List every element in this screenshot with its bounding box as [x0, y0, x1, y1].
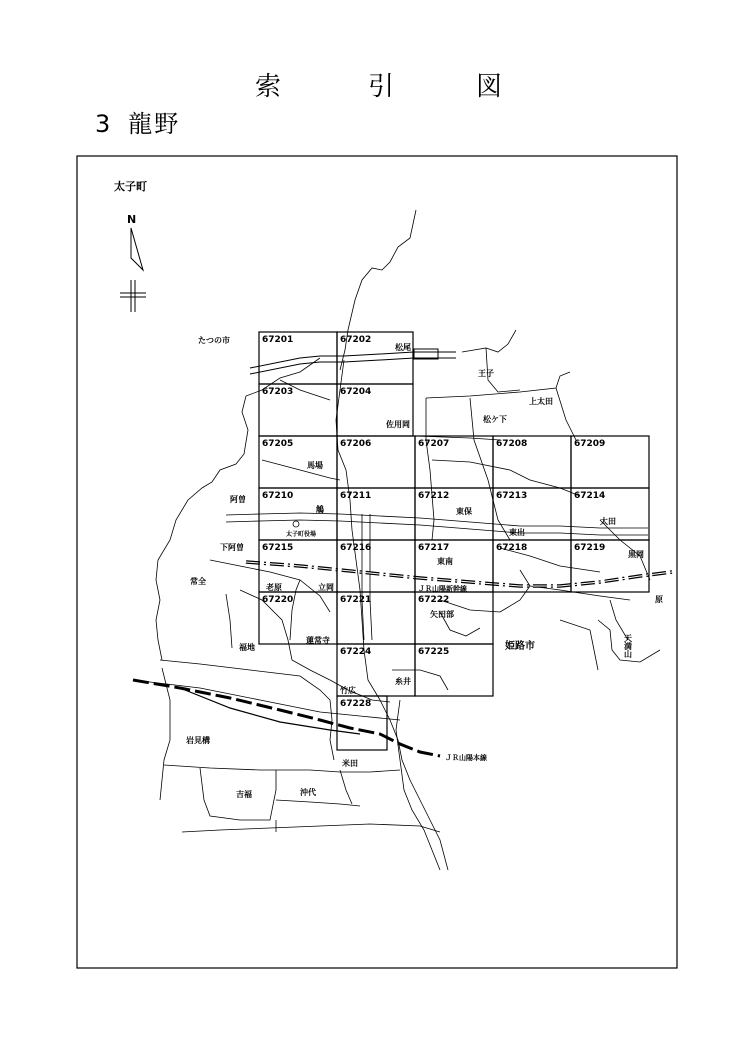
north-arrow-icon [120, 213, 146, 312]
place-jokin: 常全 [190, 577, 206, 586]
place-oihara: 老原 [266, 583, 282, 592]
cell-67206[interactable]: 67206 [340, 439, 372, 449]
cell-67220[interactable]: 67220 [262, 595, 294, 605]
place-sayooka: 佐用岡 [386, 420, 410, 429]
place-itoi: 糸井 [395, 677, 411, 686]
svg-text:天満山: 天満山 [623, 634, 633, 658]
cell-67203[interactable]: 67203 [262, 387, 294, 397]
place-ota: 太田 [600, 517, 616, 526]
place-tatsuno: たつの市 [198, 336, 230, 345]
cell-67210[interactable]: 67210 [262, 491, 294, 501]
cell-67215[interactable]: 67215 [262, 543, 294, 553]
place-aso: 阿曽 [230, 495, 246, 504]
place-tsuru: 鵤 [316, 505, 324, 514]
place-shinkansen: ＪＲ山陽新幹線 [418, 585, 467, 593]
cell-67221[interactable]: 67221 [340, 595, 372, 605]
place-labels [186, 335, 663, 799]
cell-67211[interactable]: 67211 [340, 491, 372, 501]
place-tachioka: 立岡 [318, 583, 334, 592]
rail-north [250, 349, 456, 374]
place-higashide: 東出 [509, 528, 525, 537]
place-fukuchi: 福地 [239, 643, 255, 652]
place-okishiro: 沖代 [300, 788, 316, 797]
section-number: 3 [95, 110, 113, 138]
place-town-office: 太子町役場 [286, 531, 317, 538]
cell-67213[interactable]: 67213 [496, 491, 528, 501]
place-shimoaso: 下阿曽 [220, 543, 244, 552]
place-kuroka: 黒岡 [628, 550, 644, 559]
title-char-2: 引 [368, 72, 395, 102]
cell-67208[interactable]: 67208 [496, 439, 528, 449]
cell-67222[interactable]: 67222 [418, 595, 450, 605]
map-frame [77, 156, 677, 968]
place-himeji: 姫路市 [505, 641, 535, 652]
place-renjoji: 蓮常寺 [306, 636, 330, 645]
cell-67228[interactable]: 67228 [340, 699, 372, 709]
cell-67216[interactable]: 67216 [340, 543, 372, 553]
title-char-1: 索 [255, 72, 282, 102]
shinkansen-line [246, 562, 672, 586]
place-yoshifuku: 吉福 [236, 790, 252, 799]
place-tenmangu [624, 633, 633, 659]
cell-67224[interactable]: 67224 [340, 647, 372, 657]
place-tonan: 東南 [437, 557, 453, 566]
place-baba: 馬場 [307, 461, 323, 470]
cell-67209[interactable]: 67209 [574, 439, 606, 449]
place-iwamidai: 岩見構 [186, 736, 210, 745]
cell-67202[interactable]: 67202 [340, 335, 372, 345]
place-yatabe: 矢田部 [430, 610, 454, 619]
cell-67207[interactable]: 67207 [418, 439, 450, 449]
place-sanyo-main: ＪＲ山陽本線 [445, 754, 487, 762]
cell-67212[interactable]: 67212 [418, 491, 450, 501]
cell-67205[interactable]: 67205 [262, 439, 294, 449]
place-yoneda: 米田 [342, 759, 358, 768]
place-takehiro: 竹広 [340, 686, 356, 695]
index-grid [259, 332, 649, 750]
corner-label: 太子町 [114, 180, 147, 193]
title-char-3: 図 [476, 72, 503, 102]
cell-67219[interactable]: 67219 [574, 543, 606, 553]
cell-67201[interactable]: 67201 [262, 335, 294, 345]
cell-67218[interactable]: 67218 [496, 543, 528, 553]
town-office-marker-icon [293, 521, 299, 527]
sanyo-main-line [133, 680, 440, 756]
place-oji: 王子 [478, 369, 494, 378]
cell-67214[interactable]: 67214 [574, 491, 606, 501]
place-matsugashita: 松ケ下 [483, 415, 507, 424]
section-name: 龍野 [128, 110, 181, 138]
cell-67204[interactable]: 67204 [340, 387, 372, 397]
place-kamiota: 上太田 [529, 397, 553, 406]
cell-67217[interactable]: 67217 [418, 543, 450, 553]
place-higashibo: 東保 [456, 507, 472, 516]
place-hara: 原 [655, 595, 663, 604]
place-matsuo: 松尾 [395, 343, 411, 352]
cell-67225[interactable]: 67225 [418, 647, 450, 657]
north-label: N [127, 213, 137, 226]
